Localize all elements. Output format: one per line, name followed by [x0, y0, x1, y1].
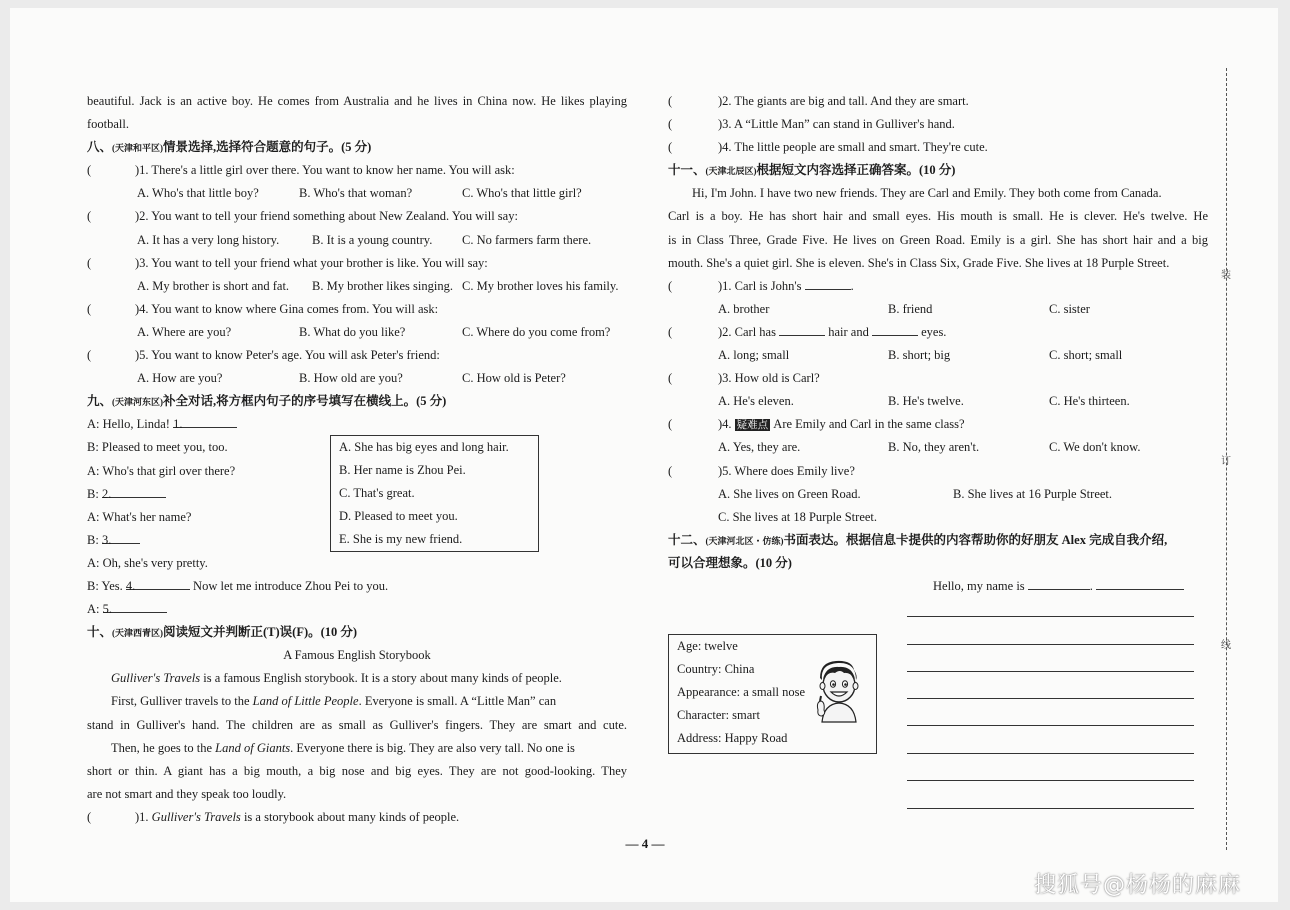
sec8-q4-options: A. Where are you? B. What do you like? C. Where do you come from? [137, 324, 611, 339]
card-age: Age: twelve [677, 639, 738, 653]
card-character: Character: smart [677, 708, 760, 723]
section-12-heading-2: 可以合理想象。(10 分) [668, 555, 792, 570]
writing-line-5[interactable] [907, 725, 1194, 726]
intro-line-2: football. [87, 117, 130, 132]
section-11-heading: 十一、(天津北辰区)根据短文内容选择正确答案。(10 分) [668, 163, 956, 178]
sec11-q5-options-ab: A. She lives on Green Road. B. She lives at 16 Purple Street. [718, 486, 1113, 501]
sec11-q3-options: A. He's eleven. B. He's twelve. C. He's thirteen. [718, 394, 1130, 409]
box-option-c: C. That's great. [339, 486, 415, 501]
sec8-q2-options: A. It has a very long history. B. It is a young country. C. No farmers farm there. [137, 232, 592, 247]
binding-char-3: 线 [1221, 640, 1231, 651]
card-address: Address: Happy Road [677, 731, 788, 746]
intro-line-1: beautiful. Jack is an active boy. He comes from Australia and he lives in China now. He likes playing [87, 94, 627, 108]
sec8-q5-options: A. How are you? B. How old are you? C. How old is Peter? [137, 371, 566, 386]
sec8-q3-options: A. My brother is short and fat. B. My brother likes singing. C. My brother loves his family. [137, 278, 619, 293]
sec8-q1-stem: ( )1. There's a little girl over there. You want to know her name. You will ask: [87, 163, 515, 178]
dialog-line-3: A: Who's that girl over there? [87, 463, 236, 478]
binding-char-2: 订 [1221, 456, 1231, 467]
watermark: 搜狐号@杨杨的麻麻 [1034, 873, 1242, 898]
dialog-line-5: A: What's her name? [87, 509, 192, 524]
story-para-1: Gulliver's Travels is a famous English storybook. It is a story about many kinds of people. [111, 671, 562, 686]
answer-blank-1[interactable]: 1. [173, 413, 237, 428]
writing-line-2[interactable] [907, 644, 1194, 645]
hello-line: Hello, my name is . [668, 575, 1208, 598]
sec11-passage-3: is in Class Three, Grade Five. He lives on Green Road. Emily is a girl. She has short hair and a big [668, 232, 1208, 247]
sec11-passage-2: Carl is a boy. He has short hair and small eyes. His mouth is small. He is clever. He's twelve. He [668, 209, 1208, 224]
sec11-passage-1: Hi, I'm John. I have two new friends. They are Carl and Emily. They both come from Canada. [692, 186, 1162, 201]
story-para-2a: First, Gulliver travels to the Land of Little People. Everyone is small. A “Little Man” can [111, 694, 557, 709]
writing-line-6[interactable] [907, 753, 1194, 754]
writing-blank-first[interactable] [1096, 575, 1184, 590]
tf-q2: ( )2. The giants are big and tall. And they are smart. [668, 94, 969, 108]
sec8-q5-stem: ( )5. You want to know Peter's age. You will ask Peter's friend: [87, 348, 440, 363]
sec8-q1-options: A. Who's that little boy? B. Who's that woman? C. Who's that little girl? [137, 186, 582, 201]
name-blank[interactable] [1028, 575, 1090, 590]
writing-line-4[interactable] [907, 698, 1194, 699]
answer-blank-2[interactable]: 2. [102, 483, 166, 498]
boy-avatar-icon [812, 658, 866, 724]
difficulty-badge: 疑难点 [736, 419, 769, 432]
dialog-line-1: A: Hello, Linda! 1. [87, 413, 627, 436]
sec11-q1-options: A. brother B. friend C. sister [718, 301, 1090, 316]
section-10-heading: 十、(天津西青区)阅读短文并判断正(T)误(F)。(10 分) [87, 625, 358, 640]
sec11-passage-4: mouth. She's a quiet girl. She is eleven. She's in Class Six, Grade Five. She lives at 18 Purple Street. [668, 255, 1170, 270]
right-column [668, 90, 1208, 598]
writing-line-8[interactable] [907, 808, 1194, 809]
sentence-options-box [330, 435, 539, 552]
sec8-q3-stem: ( )3. You want to tell your friend what your brother is like. You will say: [87, 255, 488, 270]
sec11-q4-stem: ( )4. 疑难点 Are Emily and Carl in the same class? [668, 417, 965, 432]
sec11-q1-blank[interactable] [805, 275, 851, 290]
dialog-line-4: B: 2. [87, 483, 627, 506]
card-appearance: Appearance: a small nose [677, 685, 806, 700]
story-para-2b: stand in Gulliver's hand. The children are as small as Gulliver's fingers. They are smart and cute. [87, 717, 627, 732]
sec8-q2-stem: ( )2. You want to tell your friend something about New Zealand. You will say: [87, 209, 518, 224]
section-12-heading: 十二、(天津河北区・仿练)书面表达。根据信息卡提供的内容帮助你的好朋友 Alex 完成自我介绍, [668, 532, 1168, 547]
section-8-heading: 八、(天津和平区)情景选择,选择符合题意的句子。(5 分) [87, 140, 372, 155]
answer-blank-4[interactable]: 4. [126, 575, 190, 590]
box-option-b: B. Her name is Zhou Pei. [339, 463, 466, 478]
sec11-q2-blank-1[interactable] [779, 321, 825, 336]
dialog-line-6: B: 3. [87, 529, 627, 552]
section-9-heading: 九、(天津河东区)补全对话,将方框内句子的序号填写在横线上。(5 分) [87, 394, 447, 409]
binding-char-1: 装 [1221, 270, 1231, 281]
story-para-3c: are not smart and they speak too loudly. [87, 786, 287, 801]
sec11-q2-options: A. long; small B. short; big C. short; small [718, 348, 1123, 363]
page-number: — 4 — [625, 836, 665, 851]
sec11-q5-stem: ( )5. Where does Emily live? [668, 463, 855, 478]
box-option-d: D. Pleased to meet you. [339, 509, 458, 524]
sec11-q4-options: A. Yes, they are. B. No, they aren't. C. We don't know. [718, 440, 1141, 455]
tf-q4: ( )4. The little people are small and smart. They're cute. [668, 140, 988, 155]
writing-line-7[interactable] [907, 780, 1194, 781]
story-para-3b: short or thin. A giant has a big mouth, a big nose and big eyes. They are not good-looking. They [87, 763, 627, 778]
sec11-q2-blank-2[interactable] [872, 321, 918, 336]
box-option-a: A. She has big eyes and long hair. [339, 440, 509, 454]
dialog-line-7: A: Oh, she's very pretty. [87, 555, 208, 570]
answer-blank-5[interactable]: 5. [103, 598, 167, 613]
dialog-line-8: B: Yes. 4. Now let me introduce Zhou Pei to you. [87, 575, 627, 598]
sec11-q1-stem: ( )1. Carl is John's . [668, 275, 1208, 298]
dialog-line-2: B: Pleased to meet you, too. [87, 440, 228, 455]
writing-line-1[interactable] [907, 616, 1194, 617]
story-para-3a: Then, he goes to the Land of Giants. Everyone there is big. They are also very tall. No one is [111, 740, 575, 755]
sec11-q2-stem: ( )2. Carl has hair and eyes. [668, 321, 1208, 344]
sec8-q4-stem: ( )4. You want to know where Gina comes from. You will ask: [87, 301, 439, 316]
card-country: Country: China [677, 662, 755, 677]
writing-line-3[interactable] [907, 671, 1194, 672]
sec10-q1: ( )1. Gulliver's Travels is a storybook about many kinds of people. [87, 809, 460, 824]
story-title: A Famous English Storybook [283, 648, 431, 663]
answer-blank-3[interactable]: 3. [102, 529, 140, 544]
tf-q3: ( )3. A “Little Man” can stand in Gulliver's hand. [668, 117, 955, 132]
sec11-q3-stem: ( )3. How old is Carl? [668, 371, 820, 386]
sec11-q5-option-c: C. She lives at 18 Purple Street. [718, 509, 878, 524]
dialog-line-9: A: 5. [87, 598, 627, 621]
box-option-e: E. She is my new friend. [339, 532, 463, 547]
